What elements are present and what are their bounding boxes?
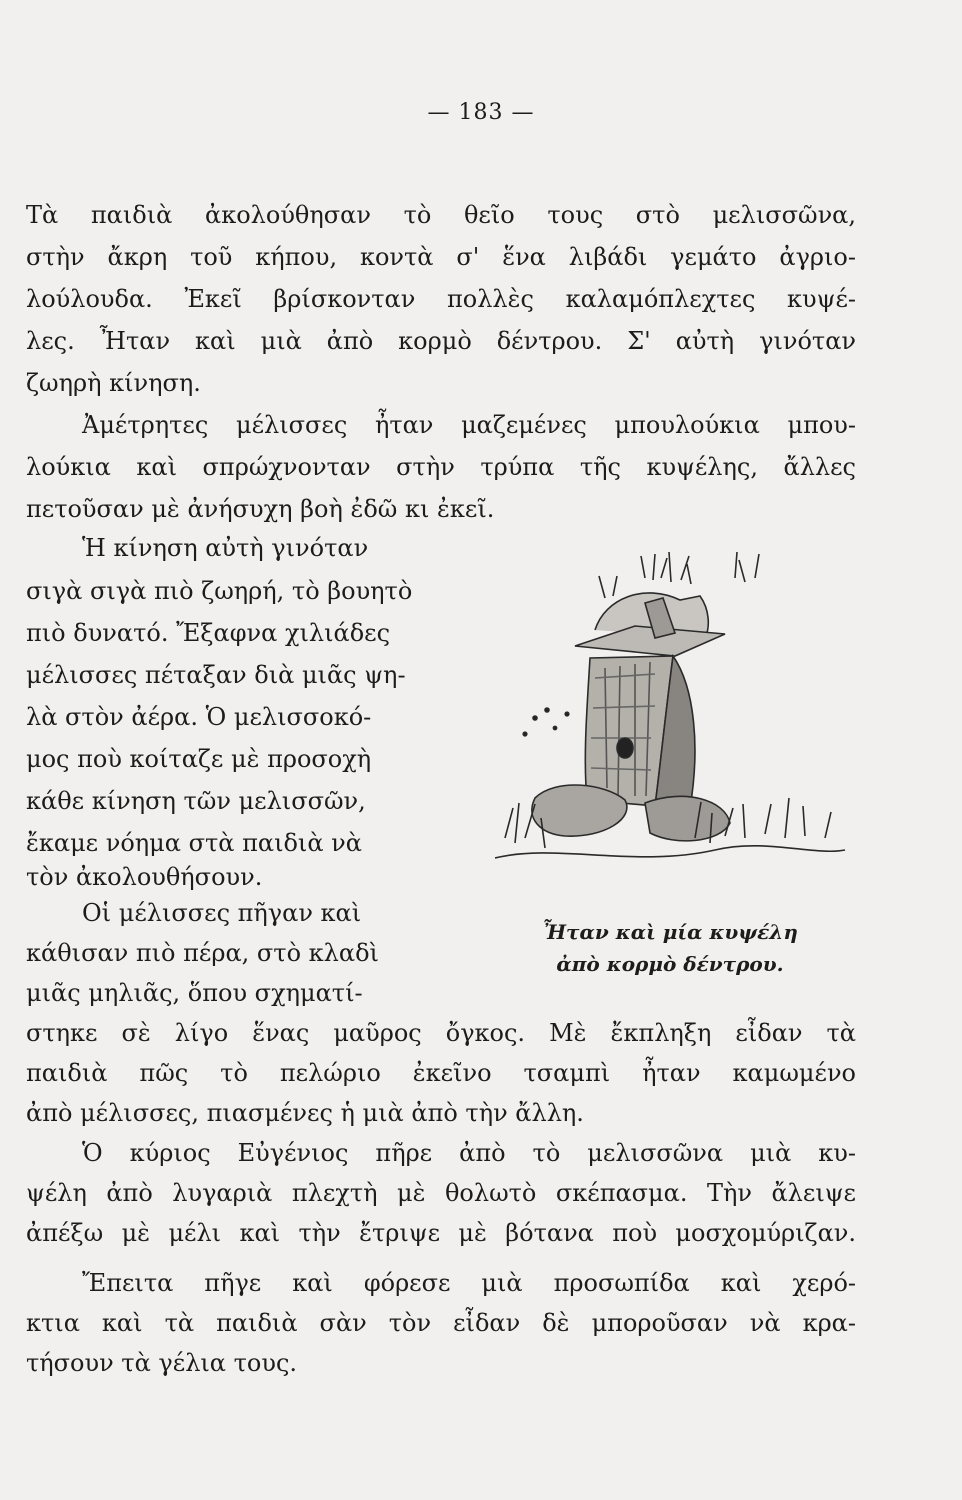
- text-line: Τὰ παιδιὰ ἀκολούθησαν τὸ θεῖο τους στὸ μελισσῶνα,: [26, 201, 856, 229]
- text-line: μέλισσες πέταξαν διὰ μιᾶς ψη-: [26, 661, 406, 689]
- text-line: τήσουν τὰ γέλια τους.: [26, 1349, 298, 1377]
- text-line: ἔκαμε νόημα στὰ παιδιὰ νὰ: [26, 829, 362, 857]
- text-line: τὸν ἀκολουθήσουν.: [26, 863, 263, 891]
- text-line: στηκε σὲ λίγο ἕνας μαῦρος ὄγκος. Μὲ ἔκπληξη εἶδαν τὰ: [26, 1019, 856, 1047]
- text-line: λούλουδα. Ἐκεῖ βρίσκονταν πολλὲς καλαμόπλεχτες κυψέ-: [26, 285, 856, 313]
- text-line: στὴν ἄκρη τοῦ κήπου, κοντὰ σ' ἕνα λιβάδι γεμάτο ἀγριο-: [26, 243, 856, 271]
- text-line: σιγὰ σιγὰ πιὸ ζωηρή, τὸ βουητὸ: [26, 577, 413, 605]
- text-line: ζωηρὴ κίνηση.: [26, 369, 201, 397]
- text-line: μος ποὺ κοίταζε μὲ προσοχὴ: [26, 745, 372, 773]
- text-line: Ὁ κύριος Εὐγένιος πῆρε ἀπὸ τὸ μελισσῶνα μιὰ κυ-: [82, 1139, 856, 1167]
- text-line: πιὸ δυνατό. Ἔξαφνα χιλιάδες: [26, 619, 391, 647]
- page-number: — 183 —: [427, 100, 535, 125]
- illustration-caption-line: ἀπὸ κορμὸ δέντρου.: [556, 952, 784, 976]
- text-line: Ἔπειτα πῆγε καὶ φόρεσε μιὰ προσωπίδα καὶ χερό-: [82, 1269, 856, 1297]
- text-line: Ἡ κίνηση αὐτὴ γινόταν: [82, 534, 369, 562]
- text-line: λες. Ἦταν καὶ μιὰ ἀπὸ κορμὸ δέντρου. Σ' αὐτὴ γινόταν: [26, 327, 856, 355]
- text-line: πετοῦσαν μὲ ἀνήσυχη βοὴ ἐδῶ κι ἐκεῖ.: [26, 495, 495, 523]
- text-line: ἀπέξω μὲ μέλι καὶ τὴν ἔτριψε μὲ βότανα ποὺ μοσχομύριζαν.: [26, 1219, 856, 1247]
- text-line: κάθε κίνηση τῶν μελισσῶν,: [26, 787, 366, 815]
- text-line: λούκια καὶ σπρώχνονταν στὴν τρύπα τῆς κυψέλης, ἄλλες: [26, 453, 856, 481]
- text-line: ψέλη ἀπὸ λυγαριὰ πλεχτὴ μὲ θολωτὸ σκέπασμα. Τὴν ἄλειψε: [26, 1179, 856, 1207]
- text-line: λὰ στὸν ἀέρα. Ὁ μελισσοκό-: [26, 703, 372, 731]
- text-line: Οἱ μέλισσες πῆγαν καὶ: [82, 899, 362, 927]
- text-line: κάθισαν πιὸ πέρα, στὸ κλαδὶ: [26, 939, 379, 967]
- beehive-tree-trunk-icon: [495, 538, 855, 898]
- illustration-caption-line: Ἦταν καὶ μία κυψέλη: [542, 920, 798, 944]
- text-line: μιᾶς μηλιᾶς, ὅπου σχηματί-: [26, 979, 363, 1007]
- text-line: κτια καὶ τὰ παιδιὰ σὰν τὸν εἶδαν δὲ μποροῦσαν νὰ κρα-: [26, 1309, 856, 1337]
- text-line: ἀπὸ μέλισσες, πιασμένες ἡ μιὰ ἀπὸ τὴν ἄλλη.: [26, 1099, 584, 1127]
- text-line: παιδιὰ πῶς τὸ πελώριο ἐκεῖνο τσαμπὶ ἦταν καμωμένο: [26, 1059, 856, 1087]
- text-line: Ἀμέτρητες μέλισσες ἦταν μαζεμένες μπουλούκια μπου-: [82, 411, 856, 439]
